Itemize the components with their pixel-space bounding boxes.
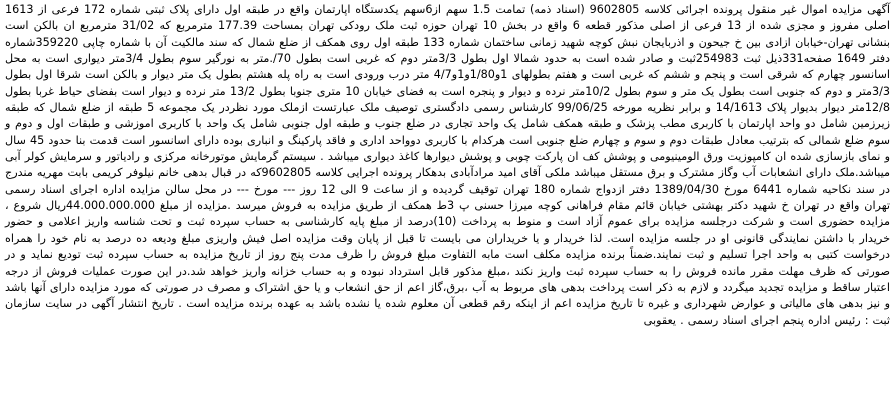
auction-notice-text: آگهی مزایده اموال غیر منقول پرونده اجرائی کلاسه 9602805 (اسناد ذمه) تمامت 1.5 سهم از6سهم یکدستگاه اپارتمان واقع در طبقه اول دارای پلاک ثبتی شماره 172 فرعی از 1613 اصلی مفروز و مجزی شده از 13 فرعی از اصلی مذکور قطعه 6 واقع در بخش 10 تهران حوزه ثبت ملک رودکی تهران بمساحت 177.39 مترمربع که 31/02 مترمربع ان بالکن است بنشانی تهران-خیابان ازادی بین خ جیحون و اذربایجان نبش کوچه شهید زمانی ساختمان شماره 133 طبقه اول روی همکف از ضلع شمال که سند مالکیت آن با شماره چاپی 359220شماره دفتر 1649 صفحه331ذیل ثبت 254983ثبت و صادر شده است به حدود شمالا اول بطول 3/3متر دوم که غربی است بطول 70/.متر به نورگیر سوم بطول 3/4متر دیواری است به محل اسانسور چهارم که شرقی است و پنجم و ششم که غربی است و هفتم بطولهای 1و1/80و1و4/7 متر درب ورودی است به راه پله هشتم بطول یک متر دیوار و بالکن است شرقا اول بطول 3/3متر و دوم که جنوبی است بطول یک متر و سوم بطول 10/2متر نرده و دیوار و پنجره است به فضای خیابان 10 متری جنوبا بطول 13/2 متر نرده و دیوار است بفضای حیاط غربا بطول 12/8متر دیوار بدیوار پلاک 14/1613 و برابر نظریه مورخه 99/06/25 کارشناس رسمی دادگستری توصیف ملک عبارتست ازملک مورد نظردر یک مجموعه 5 طبقه از ضلع شمال که طبقه زیرزمین شامل دو واحد اپارتمان با کاربری مطب پزشک و طبقه همکف شامل یک واحد تجاری در ضلع جنوب و طبقه اول جنوبی شامل یک واحد با کاربری اموزشی و طبقات اول و دوم و سوم ضلع شمالی که بترتیب معادل طبقات دوم و سوم و چهارم ضلع جنوبی است هرکدام با کاربری دوواحد اداری و فاقد پارکینگ و انباری بوده دارای اسانسور است قدمت بنا حدود 45 سال و نمای بازسازی شده ان کامپوزیت ورق الومینیومی و پوشش کف ان پارکت چوبی و پوشش دیوارها کاغذ دیواری میباشد . سیستم گرمایش موتورخانه مرکزی و رادیاتور و سرمایش کولر آبی میباشد.ملک دارای انشعابات آب وگاز مشترک و برق مستقل میباشد ملکی آقای امید مرادآبادی بدهکار پرونده اجرایی کلاسه 9602805که در قبال بدهی خانم نیلوفر کریمی بابت مهریه مندرج در سند نکاحیه شماره 6441 مورخ 1389/04/30 دفتر ازدواج شماره 180 تهران توقیف گردیده و از ساعت 9 الی 12 روز --- مورخ --- در محل سالن مزایده اداره اجرای اسناد رسمی تهران واقع در تهران خ شهید دکتر بهشتی خیابان قائم مقام فراهانی کوچه میرزا حسنی پ 3ط همکف از طریق مزایده به فروش میرسد .مزایده از مبلغ 44.000.000.000ریال شروع ، مزایده حضوری است و شرکت درجلسه مزایده برای عموم آزاد است و منوط به پرداخت (10)درصد از مبلغ پایه کارشناسی به حساب سپرده ثبت و تحت شناسه واریز اعلامی و حضور خریدار با داشتن نمایندگی قانونی او در جلسه مزایده است. لذا خریدار و یا خریداران می بایست تا قبل از پایان وقت مزایده اصل فیش واریزی مبلغ ودیعه ده درصد به نام خود را همراه درخواست کتبی به واحد اجرا تسلیم و ثبت نمایند.ضمناً برنده مزایده مکلف است مابه التفاوت مبلغ فروش را ظرف مدت پنج روز از تاریخ مزایده به حساب سپرده ثبت تودیع نماید و در صورتی که ظرف مهلت مقرر مانده فروش را به حساب سپرده ثبت واریز نکند ،مبلغ مذکور قابل استرداد نبوده و به حساب خزانه واریز خواهد شد.در این صورت عملیات فروش از درجه اعتبار ساقط و مزایده تجدید میگردد و لازم به ذکر است پرداخت بدهی های مربوط به آب ،برق،گاز اعم از حق انشعاب و یا حق اشتراک و مصرف در صورتی که مورد مزایده دارای آنها باشد و نیز بدهی های مالیاتی و عوارض شهرداری و غیره تا تاریخ مزایده اعم از اینکه رقم قطعی آن معلوم شده یا نشده باشد به عهده برنده مزایده است . تاریخ انتشار آگهی در سایت سازمان ثبت : رئیس اداره پنجم اجرای اسناد رسمی . یعقوبی bbox=[5, 3, 891, 327]
